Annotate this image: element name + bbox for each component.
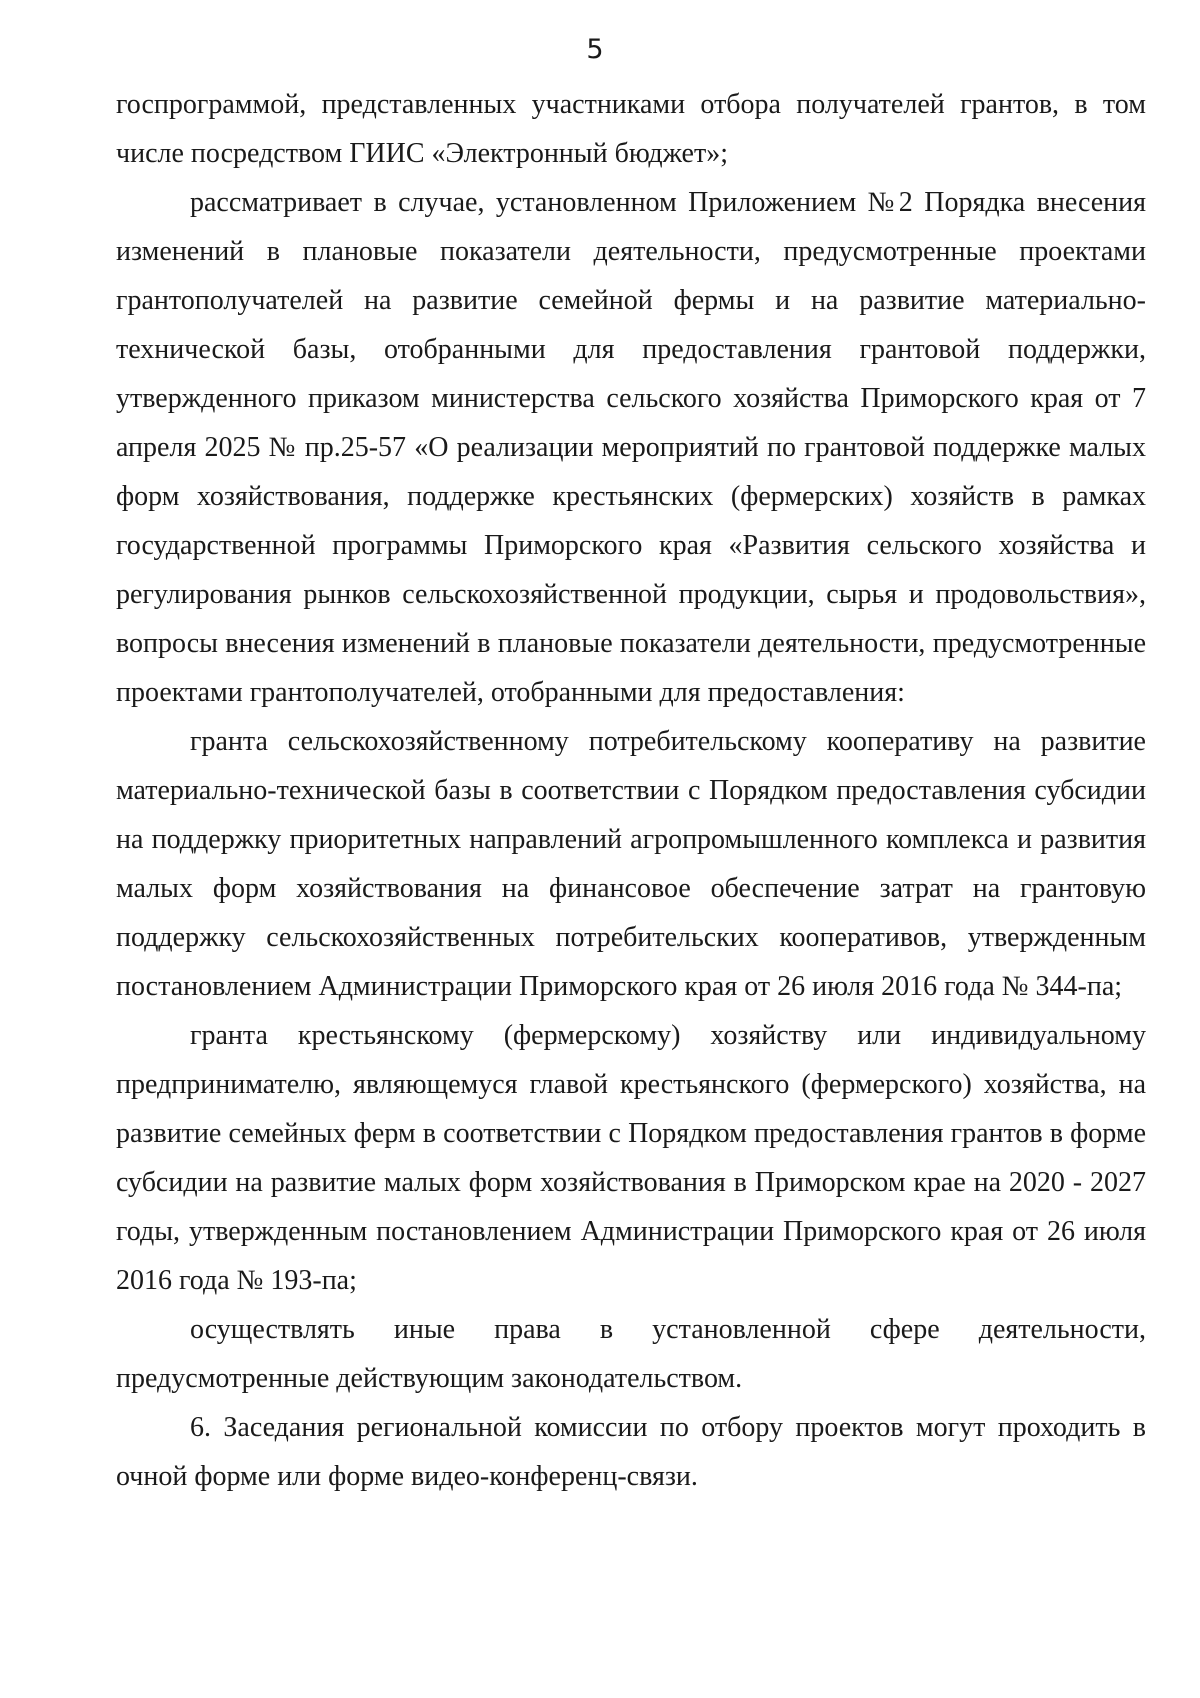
paragraph-grant-farm: гранта крестьянскому (фермерскому) хозяйству или индивидуальному предпринимателю, являющемуся главой крестьянского (фермерского) хозяйства, на развитие семейных ферм в соответствии с Порядком предоставления грантов в форме субсидии на развитие малых форм хозяйствования в Приморском крае на 2020 - 2027 годы, утвержденным постановлением Администрации Приморского края от 26 июля 2016 года № 193-па; bbox=[116, 1020, 1146, 1296]
page-number: 5 bbox=[586, 34, 604, 65]
paragraph-item-6: 6. Заседания региональной комиссии по отбору проектов могут проходить в очной форме или форме видео-конференц-связи. bbox=[116, 1412, 1146, 1492]
paragraph-grant-cooperative: гранта сельскохозяйственному потребительскому кооперативу на развитие материально-технической базы в соответствии с Порядком предоставления субсидии на поддержку приоритетных направлений агропромышленного комплекса и развития малых форм хозяйствования на финансовое обеспечение затрат на грантовую поддержку сельскохозяйственных потребительских кооперативов, утвержденным постановлением Администрации Приморского края от 26 июля 2016 года № 344-па; bbox=[116, 726, 1146, 1002]
paragraph-continuation: госпрограммой, представленных участниками отбора получателей грантов, в том числе посредством ГИИС «Электронный бюджет»; bbox=[116, 89, 1146, 169]
document-body bbox=[116, 80, 1146, 1501]
paragraph-considers: рассматривает в случае, установленном Приложением №2 Порядка внесения изменений в плановые показатели деятельности, предусмотренные проектами грантополучателей на развитие семейной фермы и на развитие материально-технической базы, отобранными для предоставления грантовой поддержки, утвержденного приказом министерства сельского хозяйства Приморского края от 7 апреля 2025 № пр.25-57 «О реализации мероприятий по грантовой поддержке малых форм хозяйствования, поддержке крестьянских (фермерских) хозяйств в рамках государственной программы Приморского края «Развития сельского хозяйства и регулирования рынков сельскохозяйственной продукции, сырья и продовольствия», вопросы внесения изменений в плановые показатели деятельности, предусмотренные проектами грантополучателей, отобранными для предоставления: bbox=[116, 187, 1146, 708]
paragraph-other-rights: осуществлять иные права в установленной сфере деятельности, предусмотренные действующим законодательством. bbox=[116, 1314, 1146, 1394]
